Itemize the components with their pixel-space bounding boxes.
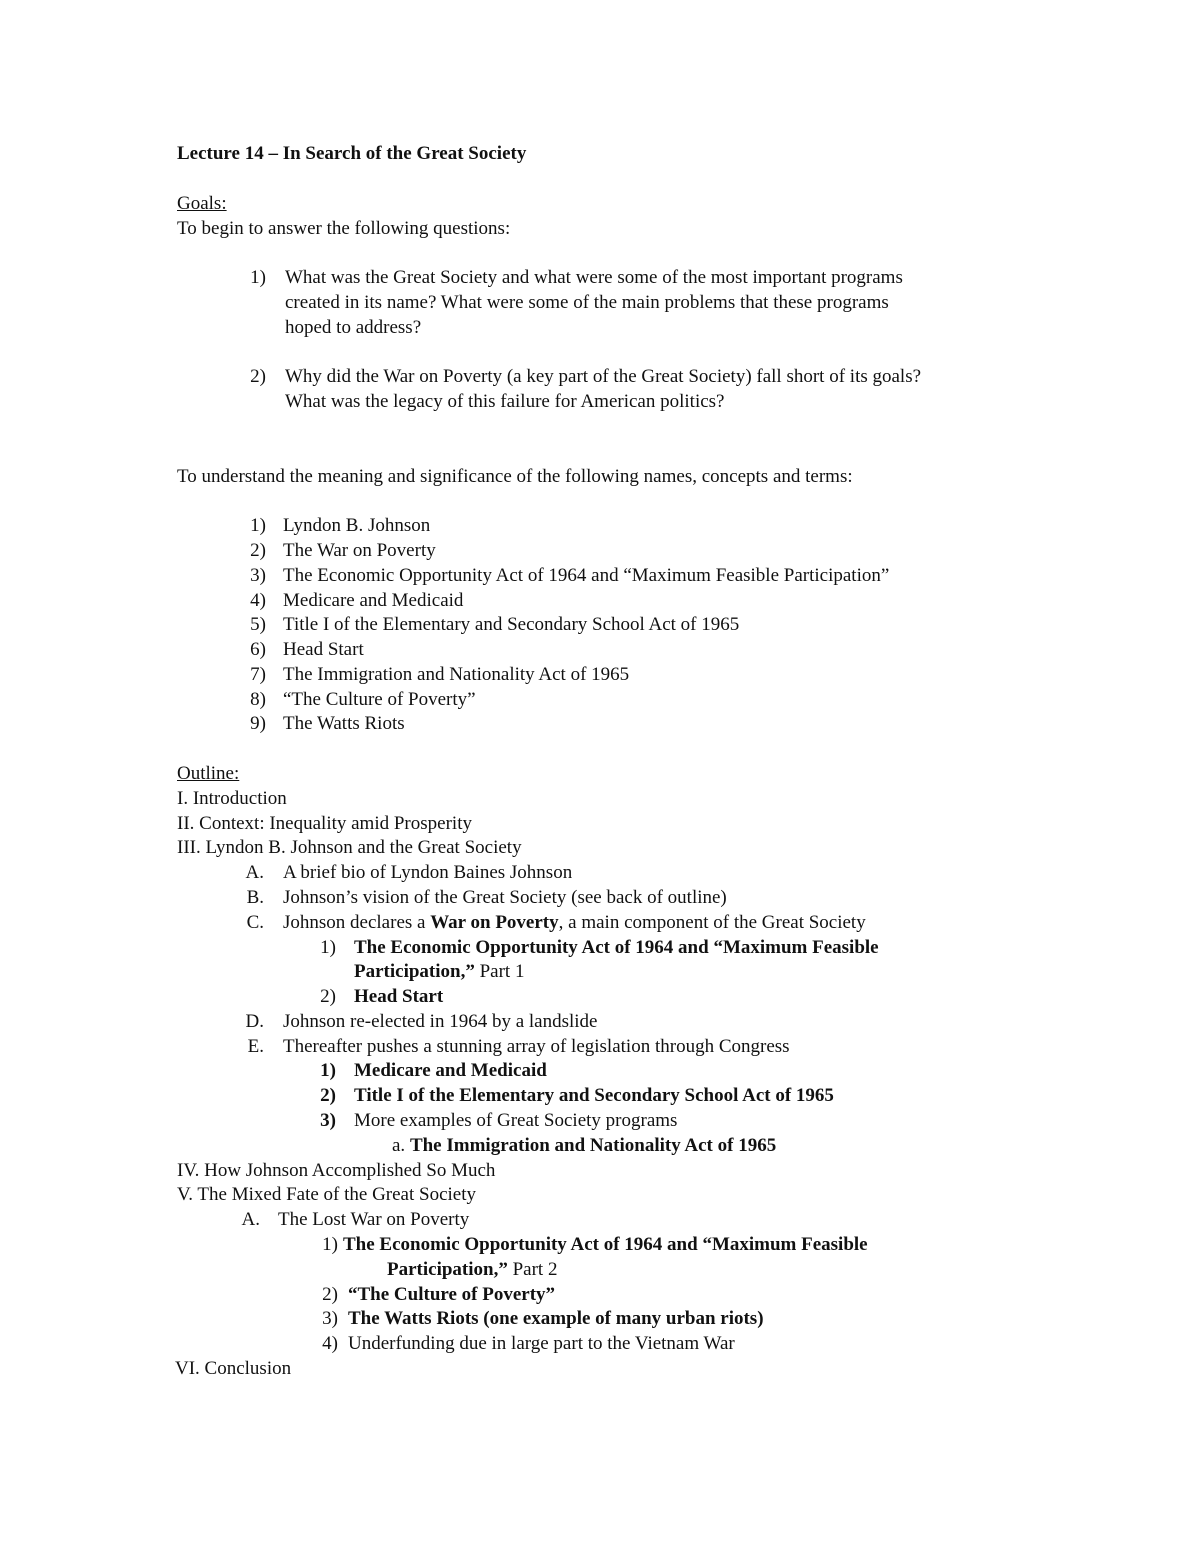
outline-letter: A. bbox=[245, 862, 264, 883]
outline-sub-number: 2) bbox=[320, 986, 336, 1007]
question-line: created in its name? What were some of the main problems that these programs bbox=[285, 292, 889, 313]
question-line: hoped to address? bbox=[285, 317, 422, 338]
outline-sub-item bbox=[354, 960, 524, 984]
term-number: 8) bbox=[250, 689, 266, 710]
term-number: 2) bbox=[250, 540, 266, 561]
outline-item: A brief bio of Lyndon Baines Johnson bbox=[283, 862, 573, 883]
outline-item-bold: War on Poverty bbox=[430, 912, 559, 933]
term-number: 4) bbox=[250, 590, 266, 611]
outline-item-bold: Participation,” bbox=[387, 1259, 508, 1280]
outline-item-bold: Participation,” bbox=[354, 961, 475, 982]
outline-item-text: Johnson declares a bbox=[283, 912, 431, 933]
outline-sub-number: 4) bbox=[322, 1333, 338, 1354]
outline-sub-item: Medicare and Medicaid bbox=[354, 1060, 547, 1081]
outline-section-v: V. The Mixed Fate of the Great Society bbox=[177, 1184, 477, 1205]
term-text: Lyndon B. Johnson bbox=[283, 515, 431, 536]
outline-letter: D. bbox=[245, 1011, 264, 1032]
outline-subsub-label: a. bbox=[392, 1135, 406, 1156]
outline-sub-item: The Watts Riots (one example of many urban riots) bbox=[348, 1308, 764, 1329]
term-number: 9) bbox=[250, 713, 266, 734]
outline-item-bold: The Immigration and Nationality Act of 1965 bbox=[409, 1135, 777, 1156]
outline-sub-number: 1) bbox=[320, 1060, 336, 1081]
outline-item-text: Part 2 bbox=[507, 1259, 558, 1280]
outline-item: Johnson re-elected in 1964 by a landslide bbox=[283, 1011, 598, 1032]
outline-sub-item: Underfunding due in large part to the Vietnam War bbox=[348, 1333, 735, 1354]
question-line: Why did the War on Poverty (a key part of the Great Society) fall short of its goals? bbox=[285, 366, 922, 387]
goals-intro: To begin to answer the following questions: bbox=[177, 218, 511, 239]
outline-item: Johnson’s vision of the Great Society (see back of outline) bbox=[283, 887, 727, 908]
term-text: The Immigration and Nationality Act of 1965 bbox=[283, 664, 630, 685]
question-line: What was the Great Society and what were some of the most important programs bbox=[285, 267, 903, 288]
outline-section-i: I. Introduction bbox=[177, 788, 287, 809]
outline-sub-item: More examples of Great Society programs bbox=[354, 1110, 678, 1131]
outline-subsub-item bbox=[392, 1134, 776, 1158]
outline-sub-item bbox=[387, 1258, 557, 1282]
term-text: Medicare and Medicaid bbox=[283, 590, 464, 611]
term-number: 3) bbox=[250, 565, 266, 586]
outline-item: The Lost War on Poverty bbox=[278, 1209, 470, 1230]
outline-item-text: Part 1 bbox=[474, 961, 525, 982]
document-title: Lecture 14 – In Search of the Great Society bbox=[177, 143, 527, 164]
outline-section-iv: IV. How Johnson Accomplished So Much bbox=[177, 1160, 496, 1181]
outline-sub-item: The Economic Opportunity Act of 1964 and “Maximum Feasible bbox=[343, 1234, 868, 1255]
question-number: 1) bbox=[250, 267, 266, 288]
question-line: What was the legacy of this failure for American politics? bbox=[285, 391, 725, 412]
outline-sub-item: The Economic Opportunity Act of 1964 and “Maximum Feasible bbox=[354, 937, 879, 958]
outline-sub-item: Head Start bbox=[354, 986, 444, 1007]
term-text: Title I of the Elementary and Secondary School Act of 1965 bbox=[283, 614, 740, 635]
outline-heading: Outline: bbox=[177, 763, 240, 784]
terms-intro: To understand the meaning and significance of the following names, concepts and terms: bbox=[177, 466, 853, 487]
outline-sub-item: “The Culture of Poverty” bbox=[348, 1284, 556, 1305]
term-text: The Economic Opportunity Act of 1964 and “Maximum Feasible Participation” bbox=[283, 565, 890, 586]
outline-sub-number: 3) bbox=[320, 1110, 336, 1131]
outline-item-text: , a main component of the Great Society bbox=[558, 912, 866, 933]
term-text: Head Start bbox=[283, 639, 364, 660]
outline-sub-number: 3) bbox=[322, 1308, 338, 1329]
term-number: 7) bbox=[250, 664, 266, 685]
term-text: The Watts Riots bbox=[283, 713, 405, 734]
term-text: “The Culture of Poverty” bbox=[283, 689, 476, 710]
outline-letter: A. bbox=[241, 1209, 260, 1230]
outline-sub-item: Title I of the Elementary and Secondary School Act of 1965 bbox=[354, 1085, 834, 1106]
term-number: 6) bbox=[250, 639, 266, 660]
outline-letter: B. bbox=[246, 887, 264, 908]
outline-section-vi: VI. Conclusion bbox=[175, 1358, 292, 1379]
outline-sub-number: 2) bbox=[322, 1284, 338, 1305]
outline-item bbox=[283, 911, 866, 935]
outline-sub-number: 1) bbox=[322, 1234, 338, 1255]
term-number: 1) bbox=[250, 515, 266, 536]
outline-sub-number: 1) bbox=[320, 937, 336, 958]
outline-sub-number: 2) bbox=[320, 1085, 336, 1106]
outline-section-iii: III. Lyndon B. Johnson and the Great Society bbox=[177, 837, 522, 858]
outline-item: Thereafter pushes a stunning array of legislation through Congress bbox=[283, 1036, 790, 1057]
term-text: The War on Poverty bbox=[283, 540, 436, 561]
outline-section-ii: II. Context: Inequality amid Prosperity bbox=[177, 813, 472, 834]
outline-letter: C. bbox=[246, 912, 264, 933]
goals-heading: Goals: bbox=[177, 193, 227, 214]
question-number: 2) bbox=[250, 366, 266, 387]
outline-letter: E. bbox=[247, 1036, 264, 1057]
term-number: 5) bbox=[250, 614, 266, 635]
